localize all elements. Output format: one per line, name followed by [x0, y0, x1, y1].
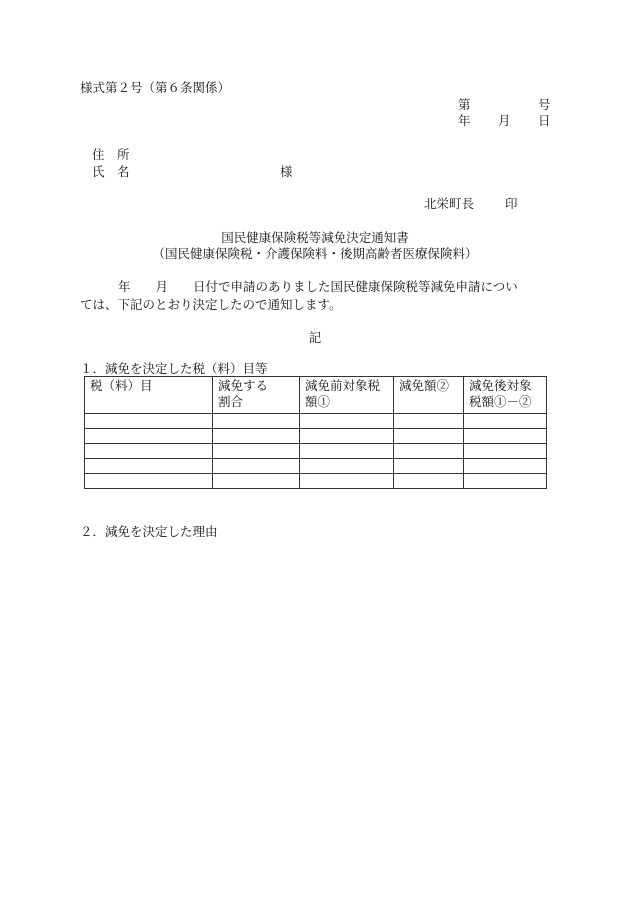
table-row — [85, 414, 547, 429]
col-tax-item: 税（料）目 — [85, 377, 213, 414]
body-line-2: ては、下記のとおり決定したので通知します。 — [80, 297, 342, 312]
address-label: 住 所 — [92, 147, 130, 162]
issuer-title: 北栄町長 — [424, 196, 475, 211]
ki-heading: 記 — [308, 330, 322, 345]
table-row — [85, 444, 547, 459]
honorific: 様 — [280, 164, 293, 179]
document-subtitle: （国民健康保険税・介護保険料・後期高齢者医療保険料） — [152, 246, 478, 261]
table-header-row — [85, 377, 547, 414]
body-paragraph — [80, 278, 550, 314]
table-row — [85, 474, 547, 489]
doc-number-prefix: 第 — [458, 97, 471, 112]
date-year: 年 — [458, 113, 471, 128]
body-line-1: 年 月 日付で申請のありました国民健康保険税等減免申請につい — [118, 279, 518, 294]
document-title: 国民健康保険税等減免決定通知書 — [221, 230, 409, 245]
doc-number-suffix: 号 — [538, 97, 551, 112]
col-pre-reduction-amount: 減免前対象税 額① — [300, 377, 394, 414]
col-post-reduction-amount: 減免後対象 税額①－② — [464, 377, 547, 414]
name-label: 氏 名 — [92, 164, 130, 179]
date-day: 日 — [538, 113, 551, 128]
section2-heading: ２．減免を決定した理由 — [80, 524, 218, 539]
issuer-seal: 印 — [505, 196, 518, 211]
col-reduction-amount: 減免額② — [394, 377, 464, 414]
form-number: 様式第２号（第６条関係） — [80, 80, 231, 95]
col-reduction-rate: 減免する 割合 — [213, 377, 300, 414]
reduction-table — [84, 376, 547, 489]
section1-heading: １．減免を決定した税（料）目等 — [80, 361, 268, 376]
date-month: 月 — [498, 113, 511, 128]
table-row — [85, 429, 547, 444]
table-row — [85, 459, 547, 474]
